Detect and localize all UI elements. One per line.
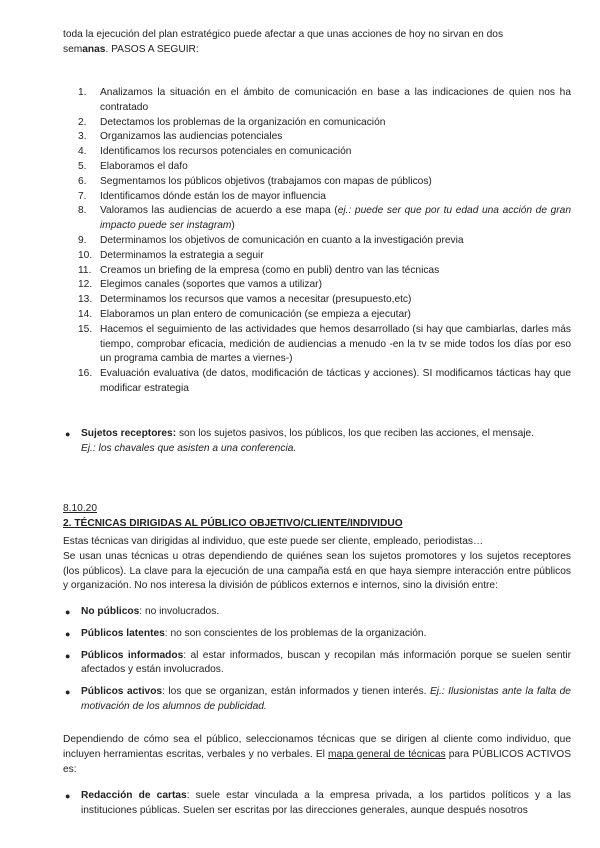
steps-list — [78, 86, 571, 397]
step-number: 7. — [78, 190, 87, 202]
bullet-icon: ● — [65, 650, 71, 661]
list-item — [78, 160, 571, 175]
step-number: 9. — [78, 234, 87, 246]
list-item — [78, 190, 571, 205]
list-item — [78, 264, 571, 279]
step-number: 11. — [78, 264, 92, 276]
step-number: 12. — [78, 279, 93, 291]
step-text: Determinamos los recursos que vamos a necesitar (presupuesto,etc) — [100, 294, 412, 306]
publico-text: : no involucrados. — [139, 606, 220, 617]
list-item — [78, 367, 571, 397]
publico-text: : no son conscientes de los problemas de la organización. — [164, 627, 427, 639]
list-item — [78, 204, 571, 234]
intro-line-2-bold: anas — [82, 43, 106, 55]
step-number: 14. — [78, 308, 93, 320]
list-item — [63, 789, 571, 819]
cartas-text: : suele estar vinculada a la empresa privada, a los partidos políticos y a las instituciones públicas. Suelen ser escritas por las direcciones generales, aunque después nosotros — [81, 790, 571, 816]
tecnicas-map-link[interactable]: mapa general de técnicas — [328, 748, 446, 760]
sujetos-example: Ej.: los chavales que asisten a una conferencia. — [81, 442, 297, 454]
list-item — [63, 649, 571, 679]
step-example: ej.: puede ser que por tu edad una acción de gran impacto puede ser instagram — [100, 205, 571, 232]
sujetos-term: Sujetos receptores: — [81, 428, 177, 439]
step-number: 1. — [78, 87, 87, 98]
publico-text: : al estar informados, buscan y recopilan más información porque se suelen sentir afectados y están involucrados. — [81, 649, 571, 676]
cartas-list — [63, 789, 571, 819]
step-text: Elegimos canales (soportes que vamos a utilizar) — [100, 279, 322, 291]
publico-term: Públicos latentes — [81, 627, 165, 639]
list-item — [78, 86, 571, 116]
step-text: Analizamos la situación en el ámbito de comunicación en base a las indicaciones de quien nos ha contratado — [100, 87, 571, 113]
bullet-icon: ● — [65, 429, 71, 439]
publico-example: Ej.: Ilusionistas ante la falta de motivación de los alumnos de publicidad. — [81, 686, 571, 712]
closing-text-post: para PÚBLICOS ACTIVOS es: — [63, 748, 571, 775]
section-header — [63, 502, 571, 532]
list-item — [78, 175, 571, 190]
step-number: 2. — [78, 116, 87, 128]
step-text-after: ) — [231, 220, 235, 232]
section-paragraph-1: Estas técnicas van dirigidas al individuo, que este puede ser cliente, empleado, periodistas… — [63, 536, 484, 547]
step-number: 8. — [78, 205, 87, 217]
step-text: Determinamos la estrategia a seguir — [100, 249, 264, 261]
step-text: Hacemos el seguimiento de las actividades que hemos desarrollado (si hay que cambiarlas, darles más tiempo, comprobar eficacia, medición de audiencias a menudo -en la tv se mide todos los días por eso un programa cambia de martes a viernes-) — [100, 323, 571, 365]
section-title: 2. TÉCNICAS DIRIGIDAS AL PÚBLICO OBJETIVO/CLIENTE/INDIVIDUO — [63, 517, 403, 529]
step-number: 3. — [78, 131, 87, 143]
intro-paragraph — [63, 28, 571, 58]
step-number: 15. — [78, 323, 93, 335]
publicos-list — [63, 605, 571, 715]
intro-line-2-post: . PASOS A SEGUIR: — [105, 43, 199, 55]
section-date: 8.10.20 — [63, 503, 97, 514]
section-body — [63, 535, 571, 594]
list-item — [63, 427, 571, 457]
step-text: Evaluación evaluativa (de datos, modificación de tácticas y acciones). SI modificamos tácticas hay que modificar estrategia — [100, 368, 571, 394]
step-text: Elaboramos un plan entero de comunicación (se empieza a ejecutar) — [100, 308, 411, 320]
step-text: Determinamos los objetivos de comunicación en cuanto a la investigación previa — [100, 234, 464, 246]
list-item — [78, 116, 571, 131]
intro-line-1: toda la ejecución del plan estratégico puede afectar a que unas acciones de hoy no sirvan en dos — [63, 29, 504, 40]
step-number: 10. — [78, 249, 93, 261]
step-number: 13. — [78, 294, 93, 306]
step-number: 5. — [78, 160, 87, 172]
step-text: Segmentamos los públicos objetivos (trabajamos con mapas de públicos) — [100, 175, 432, 187]
sujetos-list — [63, 427, 571, 457]
bullet-icon: ● — [65, 687, 71, 698]
closing-paragraph — [63, 733, 571, 777]
step-text: Identificamos dónde están los de mayor influencia — [100, 190, 326, 202]
step-text: Organizamos las audiencias potenciales — [100, 131, 283, 143]
list-item — [63, 685, 571, 715]
list-item — [78, 130, 571, 145]
step-number: 4. — [78, 146, 87, 158]
bullet-icon: ● — [65, 791, 71, 801]
step-text: Detectamos los problemas de la organización en comunicación — [100, 116, 386, 128]
step-number: 16. — [78, 368, 93, 380]
list-item — [78, 234, 571, 249]
bullet-icon: ● — [65, 628, 71, 639]
publico-text: : los que se organizan, están informados y tienen interés. — [162, 686, 430, 698]
bullet-icon: ● — [65, 607, 71, 617]
list-item — [78, 323, 571, 367]
step-number: 6. — [78, 175, 87, 187]
step-text: Creamos un briefing de la empresa (como en publi) dentro van las técnicas — [100, 264, 440, 276]
step-text: Valoramos las audiencias de acuerdo a ese mapa ( — [100, 205, 338, 217]
list-item — [63, 605, 571, 620]
list-item — [78, 278, 571, 293]
step-text: Elaboramos el dafo — [100, 160, 188, 172]
intro-line-2-pre: sem — [63, 43, 83, 55]
list-item — [63, 627, 571, 642]
publico-term: No públicos — [81, 606, 140, 617]
section-paragraph-2: Se usan unas técnicas u otras dependiendo de quiénes sean los sujetos promotores y los sujetos receptores (los públicos). La clave para la ejecución de una campaña está en que haya siempre interacción entre públicos y organización. No nos interesa la división de públicos externos e internos, sino la división entre: — [63, 550, 571, 592]
cartas-term: Redacción de cartas — [81, 790, 187, 801]
publico-term: Públicos activos — [81, 686, 163, 698]
publico-term: Públicos informados — [81, 649, 184, 661]
list-item — [78, 293, 571, 308]
step-text: Identificamos los recursos potenciales en comunicación — [100, 146, 352, 158]
sujetos-text: son los sujetos pasivos, los públicos, los que reciben las acciones, el mensaje. — [176, 428, 535, 439]
list-item — [78, 145, 571, 160]
closing-text-pre: Dependiendo de cómo sea el público, seleccionamos técnicas que se dirigen al cliente como individuo, que incluyen herramientas escritas, verbales y no verbales. El — [63, 734, 571, 760]
list-item — [78, 308, 571, 323]
list-item — [78, 249, 571, 264]
